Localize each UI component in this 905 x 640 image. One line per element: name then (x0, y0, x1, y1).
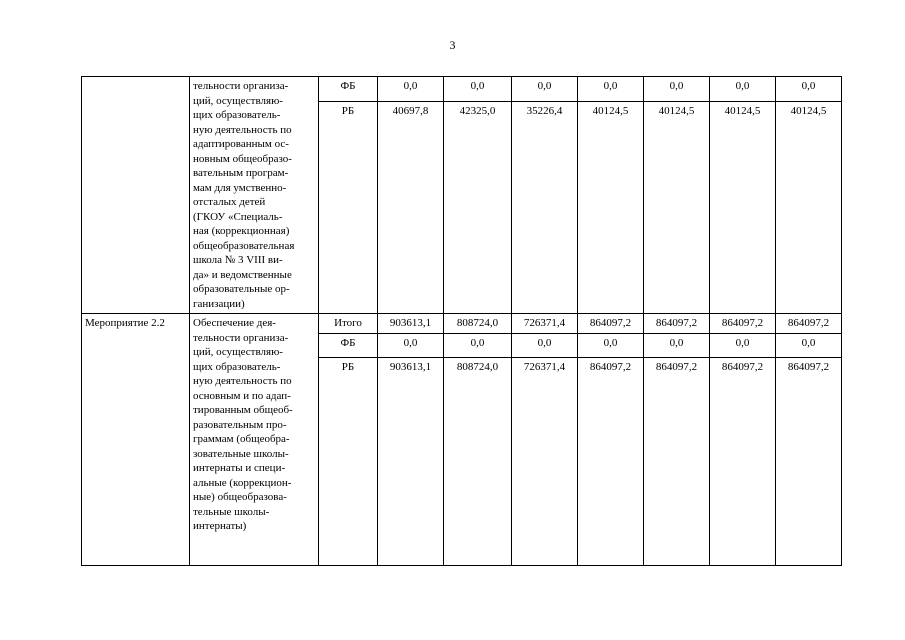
value-cell: 864097,2 (776, 314, 842, 334)
budget-table (81, 76, 842, 566)
description-line: мам для умственно- (193, 181, 287, 194)
description-line: зовательные школы- (193, 447, 289, 460)
description-line: ные) общеобразова- (193, 491, 287, 503)
value-cell: 42325,0 (444, 102, 512, 314)
description-line: тельности организа- (193, 80, 289, 92)
description-line: адаптированным ос- (193, 138, 289, 150)
value-cell: 808724,0 (444, 314, 512, 334)
value-cell: 0,0 (710, 77, 776, 102)
value-cell: 808724,0 (444, 357, 512, 566)
funding-source-cell: РБ (319, 102, 378, 314)
description-line: ная (коррекционная) (193, 225, 290, 237)
value-cell: 726371,4 (512, 357, 578, 566)
value-cell: 0,0 (776, 333, 842, 357)
value-cell: 40124,5 (644, 102, 710, 314)
description-line: интернаты) (193, 520, 247, 532)
value-cell: 0,0 (444, 77, 512, 102)
description-line: граммам (общеобра- (193, 433, 290, 445)
value-cell: 40124,5 (578, 102, 644, 314)
description-line: ную деятельность по (193, 375, 292, 387)
description-line: вательным програм- (193, 167, 289, 179)
value-cell: 0,0 (512, 333, 578, 357)
page-number: 3 (449, 38, 456, 52)
value-cell: 0,0 (378, 77, 444, 102)
description-line: основным и по адап- (193, 389, 291, 402)
description-text (193, 79, 315, 311)
description-line: тельные школы- (193, 505, 270, 518)
description-line: ганизации) (193, 297, 245, 310)
description-cell (190, 314, 319, 566)
value-cell: 0,0 (378, 333, 444, 357)
value-cell: 726371,4 (512, 314, 578, 334)
event-cell (82, 77, 190, 314)
value-cell: 864097,2 (578, 357, 644, 566)
description-line: ций, осуществляю- (193, 94, 283, 107)
description-line: тированным общеоб- (193, 404, 293, 416)
value-cell: 0,0 (578, 333, 644, 357)
funding-source-cell: ФБ (319, 77, 378, 102)
description-line: новным общеобразо- (193, 152, 292, 165)
value-cell: 903613,1 (378, 357, 444, 566)
description-line: общеобразовательная (193, 239, 295, 252)
value-cell: 0,0 (710, 333, 776, 357)
funding-source-cell: ФБ (319, 333, 378, 357)
table-row (82, 314, 842, 334)
description-line: (ГКОУ «Специаль- (193, 210, 283, 223)
value-cell: 864097,2 (644, 314, 710, 334)
description-line: да» и ведомственные (193, 268, 292, 281)
description-line: разовательным про- (193, 418, 287, 431)
value-cell: 864097,2 (578, 314, 644, 334)
value-cell: 864097,2 (644, 357, 710, 566)
value-cell: 864097,2 (710, 314, 776, 334)
value-cell: 0,0 (444, 333, 512, 357)
event-cell: Мероприятие 2.2 (82, 314, 190, 566)
description-line: щих образователь- (193, 109, 281, 121)
value-cell: 40124,5 (710, 102, 776, 314)
description-line: тельности организа- (193, 331, 289, 344)
description-text (193, 316, 315, 534)
value-cell: 0,0 (578, 77, 644, 102)
description-line: отсталых детей (193, 196, 266, 208)
value-cell: 903613,1 (378, 314, 444, 334)
description-line: образовательные ор- (193, 283, 290, 295)
value-cell: 0,0 (644, 77, 710, 102)
value-cell: 864097,2 (776, 357, 842, 566)
value-cell: 35226,4 (512, 102, 578, 314)
description-line: интернаты и специ- (193, 462, 286, 474)
table-row (82, 77, 842, 102)
description-line: Обеспечение дея- (193, 317, 276, 329)
description-cell (190, 77, 319, 314)
value-cell: 0,0 (512, 77, 578, 102)
value-cell: 0,0 (644, 333, 710, 357)
value-cell: 40124,5 (776, 102, 842, 314)
description-line: школа № 3 VIII ви- (193, 254, 283, 266)
funding-source-cell: РБ (319, 357, 378, 566)
value-cell: 0,0 (776, 77, 842, 102)
funding-source-cell: Итого (319, 314, 378, 334)
description-line: щих образователь- (193, 360, 281, 373)
description-line: ций, осуществляю- (193, 346, 283, 358)
description-line: альные (коррекцион- (193, 476, 292, 489)
description-line: ную деятельность по (193, 123, 292, 136)
value-cell: 864097,2 (710, 357, 776, 566)
value-cell: 40697,8 (378, 102, 444, 314)
